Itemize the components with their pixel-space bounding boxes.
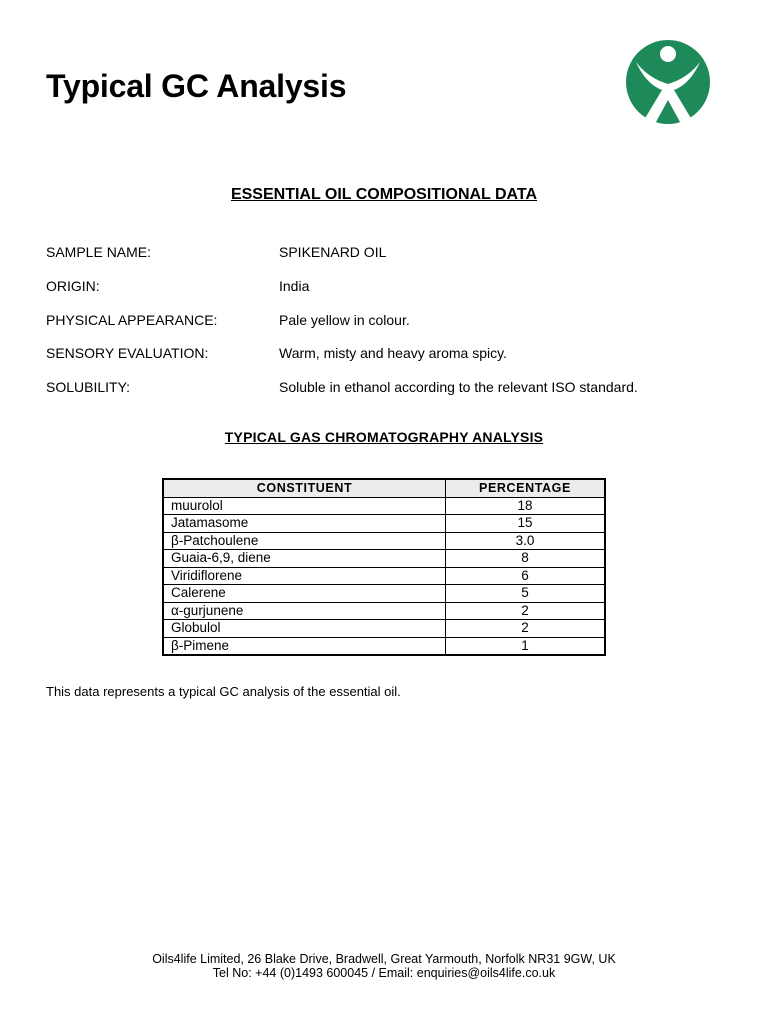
percentage-cell: 1 [446,637,606,655]
constituent-cell: Guaia-6,9, diene [163,550,446,568]
constituent-cell: Viridiflorene [163,567,446,585]
field-label: SOLUBILITY: [46,379,131,395]
analysis-note: This data represents a typical GC analysis of the essential oil. [46,684,401,699]
constituent-cell: β-Patchoulene [163,532,446,550]
field-origin [46,278,746,298]
table-row [163,497,605,515]
table-row [163,515,605,533]
field-value: India [279,278,310,294]
analysis-heading: TYPICAL GAS CHROMATOGRAPHY ANALYSIS [224,429,544,445]
oils4life-logo-icon [624,38,712,126]
field-label: SENSORY EVALUATION: [46,345,209,361]
field-label: SAMPLE NAME: [46,244,152,260]
field-label: ORIGIN: [46,278,100,294]
percentage-cell: 2 [446,602,606,620]
constituent-cell: β-Pimene [163,637,446,655]
field-label: PHYSICAL APPEARANCE: [46,312,218,328]
table-row [163,620,605,638]
percentage-cell: 2 [446,620,606,638]
constituent-cell: α-gurjunene [163,602,446,620]
percentage-cell: 3.0 [446,532,606,550]
percentage-cell: 15 [446,515,606,533]
table-header-row [163,479,605,497]
field-value: Soluble in ethanol according to the relevant ISO standard. [279,379,638,395]
table-row [163,637,605,655]
section-heading: ESSENTIAL OIL COMPOSITIONAL DATA [230,186,538,203]
footer-address: Oils4life Limited, 26 Blake Drive, Bradwell, Great Yarmouth, Norfolk NR31 9GW, UK [152,952,616,966]
percentage-cell: 6 [446,567,606,585]
field-physical-appearance [46,312,746,332]
field-value: Warm, misty and heavy aroma spicy. [279,345,507,361]
table-row [163,532,605,550]
table-row [163,585,605,603]
field-sensory-evaluation [46,345,746,365]
field-solubility [46,379,746,399]
gc-analysis-table [162,478,606,656]
constituent-cell: muurolol [163,497,446,515]
table-row [163,550,605,568]
table-row [163,602,605,620]
percentage-cell: 5 [446,585,606,603]
constituent-cell: Globulol [163,620,446,638]
page-title: Typical GC Analysis [46,68,347,104]
field-value: Pale yellow in colour. [279,312,410,328]
percentage-cell: 8 [446,550,606,568]
footer-contact: Tel No: +44 (0)1493 600045 / Email: enquiries@oils4life.co.uk [212,966,556,980]
column-header-constituent: CONSTITUENT [163,479,446,497]
constituent-cell: Calerene [163,585,446,603]
field-sample-name [46,244,746,264]
column-header-percentage: PERCENTAGE [446,479,606,497]
percentage-cell: 18 [446,497,606,515]
field-value: SPIKENARD OIL [279,244,387,260]
table-row [163,567,605,585]
constituent-cell: Jatamasome [163,515,446,533]
